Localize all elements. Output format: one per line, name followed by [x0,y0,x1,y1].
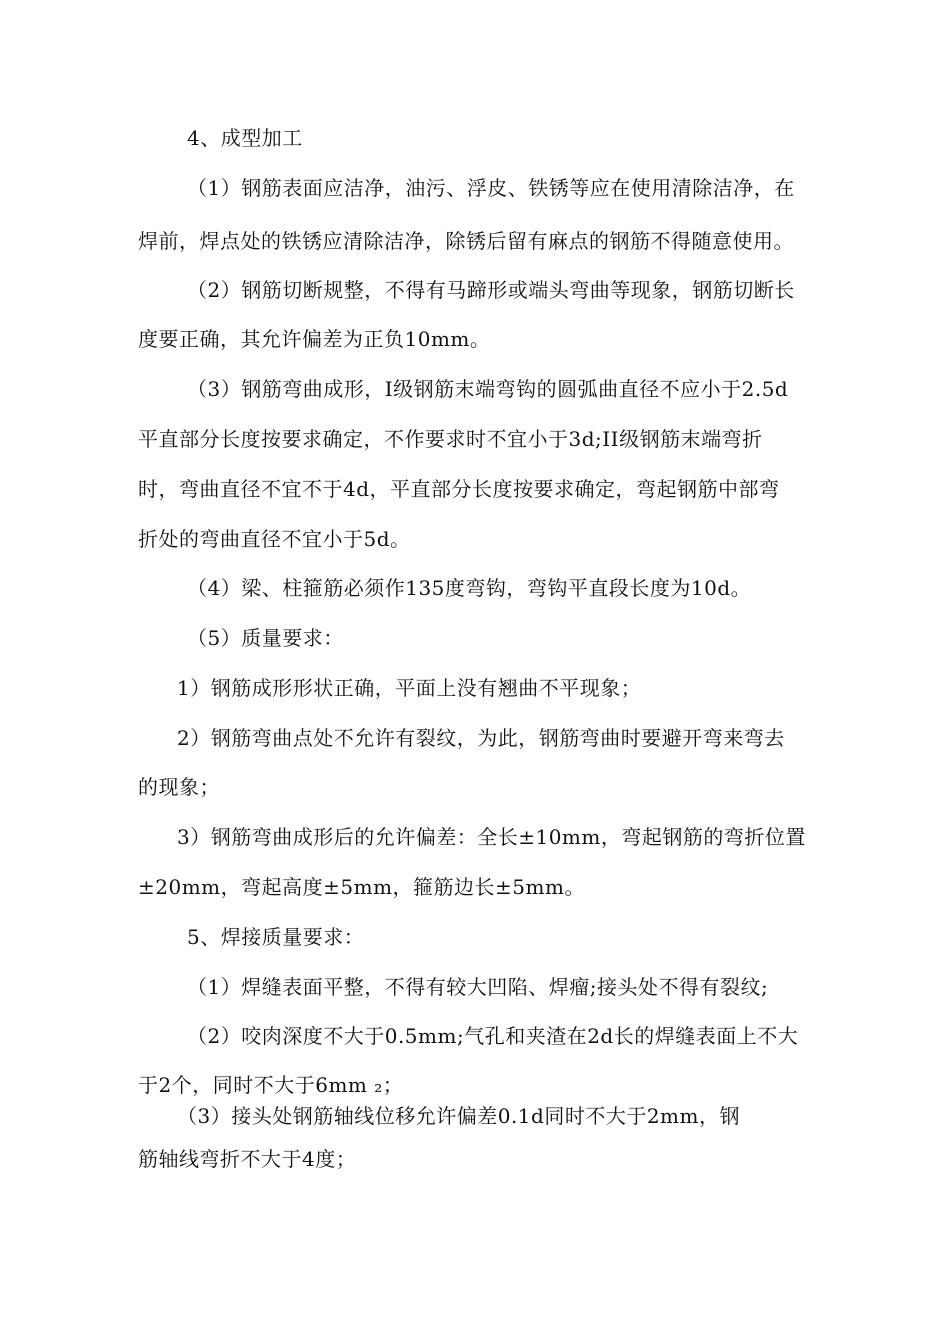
paragraph-line: 的现象； [138,775,220,799]
paragraph-line: 焊前，焊点处的铁锈应清除洁净，除锈后留有麻点的钢筋不得随意使用。 [138,229,794,253]
paragraph-line: 于2个，同时不大于6mm ₂； [138,1073,404,1097]
paragraph-line: 时，弯曲直径不宜不于4d，平直部分长度按要求确定，弯起钢筋中部弯 [138,477,780,501]
paragraph-line: （3）接头处钢筋轴线位移允许偏差0.1d同时不大于2mm，钢 [177,1104,740,1128]
paragraph-line: （5）质量要求： [187,626,344,650]
paragraph-line: （3）钢筋弯曲成形，I级钢筋末端弯钩的圆弧曲直径不应小于2.5d [187,377,789,401]
paragraph-line: （2）钢筋切断规整，不得有马蹄形或端头弯曲等现象，钢筋切断长 [187,278,795,302]
paragraph-line: （4）梁、柱箍筋必须作135度弯钩，弯钩平直段长度为10d。 [187,576,752,600]
paragraph-line: 3）钢筋弯曲成形后的允许偏差：全长±10mm，弯起钢筋的弯折位置 [177,825,806,849]
paragraph-line: （1）焊缝表面平整，不得有较大凹陷、焊瘤;接头处不得有裂纹; [187,975,769,999]
paragraph-line: 折处的弯曲直径不宜小于5d。 [138,527,411,551]
paragraph-line: （2）咬肉深度不大于0.5mm;气孔和夹渣在2d长的焊缝表面上不大 [187,1024,799,1048]
paragraph-line: 度要正确，其允许偏差为正负10mm。 [138,327,491,351]
section-heading: 5、焊接质量要求： [187,925,365,949]
section-heading: 4、成型加工 [187,126,303,150]
paragraph-line: 筋轴线弯折不大于4度； [138,1147,357,1171]
paragraph-line: （1）钢筋表面应洁净，油污、浮皮、铁锈等应在使用清除洁净，在 [187,176,795,200]
paragraph-line: 平直部分长度按要求确定，不作要求时不宜小于3d;II级钢筋末端弯折 [138,427,763,451]
paragraph-line: 1）钢筋成形形状正确，平面上没有翘曲不平现象； [177,676,642,700]
paragraph-line: 2）钢筋弯曲点处不允许有裂纹，为此，钢筋弯曲时要避开弯来弯去 [177,726,785,750]
paragraph-line: ±20mm，弯起高度±5mm，箍筋边长±5mm。 [138,875,585,899]
